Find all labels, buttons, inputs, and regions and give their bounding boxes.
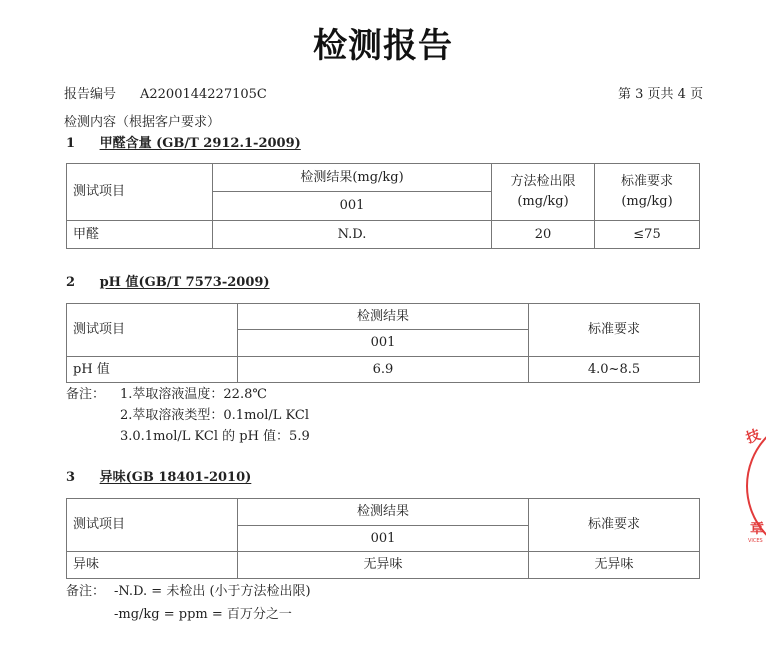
standard-unit: (mg/kg) xyxy=(621,194,673,209)
section-number: 3 xyxy=(66,470,76,485)
col-header-result: 检测结果(mg/kg) xyxy=(213,164,492,192)
note-line: 1.萃取溶液温度：22.8℃ xyxy=(120,387,267,402)
page-indicator: 第 3 页共 4 页 xyxy=(618,87,704,102)
col-header-result: 检测结果 xyxy=(238,304,529,330)
col-header-sample: 001 xyxy=(238,330,529,357)
cell-standard: 无异味 xyxy=(529,552,700,579)
table-row xyxy=(67,221,700,249)
standard-label: 标准要求 xyxy=(620,174,673,189)
col-header-standard: 标准要求 xyxy=(529,499,700,552)
report-number: A2200144227105C xyxy=(140,87,267,102)
section-title: 异味(GB 18401-2010) xyxy=(99,470,252,485)
cell-result: N.D. xyxy=(213,221,492,249)
section-3-heading xyxy=(66,470,251,486)
cell-item: pH 值 xyxy=(67,357,238,383)
col-header-sample: 001 xyxy=(238,526,529,552)
cell-standard: ≤75 xyxy=(595,221,700,249)
note-line: -mg/kg = ppm = 百万分之一 xyxy=(114,607,292,622)
col-header-result: 检测结果 xyxy=(238,499,529,526)
section-1-heading xyxy=(66,136,301,152)
section-number: 1 xyxy=(66,136,76,151)
odor-table xyxy=(66,498,700,579)
section-title: 甲醛含量 (GB/T 2912.1-2009) xyxy=(99,136,301,151)
cell-item: 甲醛 xyxy=(67,221,213,249)
cell-result: 6.9 xyxy=(238,357,529,383)
stamp-small-text: VICES xyxy=(748,538,763,544)
cell-standard: 4.0~8.5 xyxy=(529,357,700,383)
stamp-char-bottom: 章 xyxy=(750,521,764,537)
report-number-label: 报告编号 xyxy=(64,87,117,102)
notes-label: 备注： xyxy=(66,584,106,599)
cell-limit: 20 xyxy=(492,221,595,249)
col-header-standard: 标准要求 xyxy=(529,304,700,357)
note-line: -N.D. = 未检出 (小于方法检出限) xyxy=(114,584,311,599)
note-line: 2.萃取溶液类型：0.1mol/L KCl xyxy=(120,408,310,423)
col-header-standard xyxy=(595,164,700,221)
col-header-sample: 001 xyxy=(213,192,492,221)
note-line: 3.0.1mol/L KCl 的 pH 值：5.9 xyxy=(120,429,310,444)
report-title: 检测报告 xyxy=(313,26,453,66)
cell-item: 异味 xyxy=(67,552,238,579)
detection-limit-label: 方法检出限 xyxy=(510,174,576,189)
section-number: 2 xyxy=(66,275,76,290)
col-header-item: 测试项目 xyxy=(67,304,238,357)
section-title: pH 值(GB/T 7573-2009) xyxy=(99,275,270,290)
table-row xyxy=(67,552,700,579)
ph-table xyxy=(66,303,700,383)
notes-label: 备注： xyxy=(66,387,106,402)
formaldehyde-table xyxy=(66,163,700,249)
content-basis: 检测内容（根据客户要求） xyxy=(64,115,221,130)
detection-limit-unit: (mg/kg) xyxy=(517,194,569,209)
stamp-char-top: 技 xyxy=(744,427,763,447)
table-row xyxy=(67,357,700,383)
col-header-item: 测试项目 xyxy=(67,164,213,221)
col-header-detection-limit xyxy=(492,164,595,221)
section-2-heading xyxy=(66,275,270,291)
cell-result: 无异味 xyxy=(238,552,529,579)
col-header-item: 测试项目 xyxy=(67,499,238,552)
